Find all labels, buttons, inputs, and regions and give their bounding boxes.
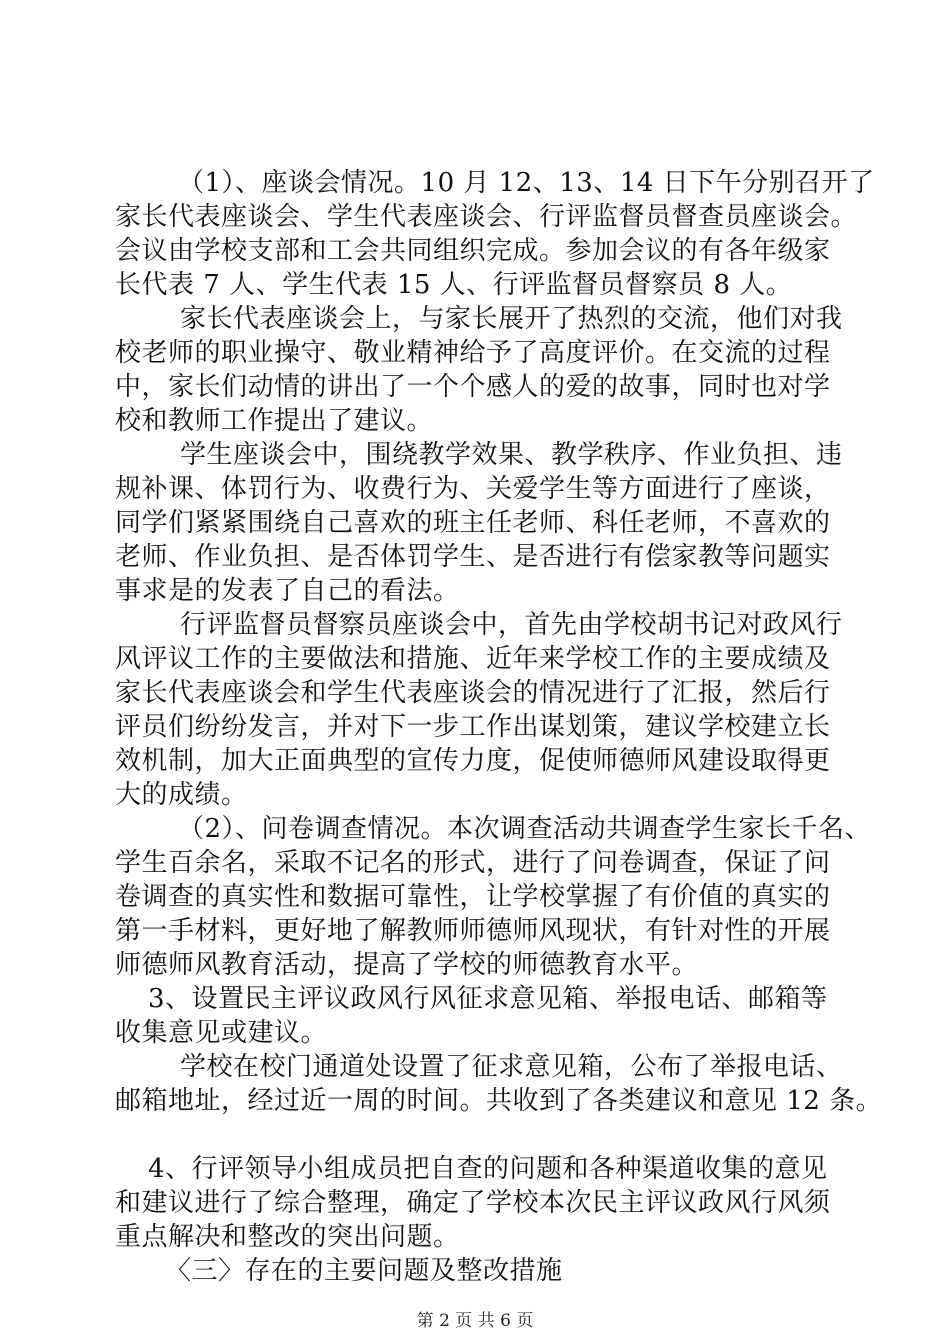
text-line: 第一手材料，更好地了解教师师德师风现状，有针对性的开展 bbox=[115, 916, 831, 946]
text-line: 效机制，加大正面典型的宣传力度，促使师德师风建设取得更 bbox=[115, 746, 831, 776]
text-line: 收集意见或建议。 bbox=[115, 1018, 328, 1048]
page-number-footer: 第 2 页 共 6 页 bbox=[416, 1311, 534, 1331]
text-line: 同学们紧紧围绕自己喜欢的班主任老师、科任老师，不喜欢的 bbox=[115, 508, 831, 538]
text-line: 学生座谈会中，围绕教学效果、教学秩序、作业负担、违 bbox=[180, 440, 843, 470]
text-line: 事求是的发表了自己的看法。 bbox=[115, 576, 460, 606]
text-line: 卷调查的真实性和数据可靠性，让学校掌握了有价值的真实的 bbox=[115, 882, 831, 912]
text-line: 4、行评领导小组成员把自查的问题和各种渠道收集的意见 bbox=[148, 1154, 828, 1184]
text-line: 家长代表座谈会、学生代表座谈会、行评监督员督查员座谈会。 bbox=[115, 202, 858, 232]
text-line: 风评议工作的主要做法和措施、近年来学校工作的主要成绩及 bbox=[115, 644, 831, 674]
text-line: 评员们纷纷发言，并对下一步工作出谋划策，建议学校建立长 bbox=[115, 712, 831, 742]
text-line: 大的成绩。 bbox=[115, 780, 248, 810]
text-line: 长代表 7 人、学生代表 15 人、行评监督员督察员 8 人。 bbox=[115, 270, 793, 300]
text-line: 学生百余名，采取不记名的形式，进行了问卷调查，保证了问 bbox=[115, 848, 831, 878]
section-heading: 〈三〉存在的主要问题及整改措施 bbox=[165, 1256, 563, 1286]
text-line: 会议由学校支部和工会共同组织完成。参加会议的有各年级家 bbox=[115, 236, 831, 266]
text-line: 规补课、体罚行为、收费行为、关爱学生等方面进行了座谈， bbox=[115, 474, 831, 504]
text-line: 家长代表座谈会和学生代表座谈会的情况进行了汇报，然后行 bbox=[115, 678, 831, 708]
text-line: 重点解决和整改的突出问题。 bbox=[115, 1222, 460, 1252]
text-line: （2）、问卷调查情况。本次调查活动共调查学生家长千名、 bbox=[178, 814, 872, 844]
text-line: 行评监督员督察员座谈会中，首先由学校胡书记对政风行 bbox=[180, 610, 843, 640]
text-line: 老师、作业负担、是否体罚学生、是否进行有偿家教等问题实 bbox=[115, 542, 831, 572]
text-line: （1）、座谈会情况。10 月 12、13、14 日下午分别召开了 bbox=[178, 168, 875, 198]
text-line: 校老师的职业操守、敬业精神给予了高度评价。在交流的过程 bbox=[115, 338, 831, 368]
text-line: 中，家长们动情的讲出了一个个感人的爱的故事，同时也对学 bbox=[115, 372, 831, 402]
text-line: 学校在校门通道处设置了征求意见箱，公布了举报电话、 bbox=[180, 1052, 843, 1082]
text-line: 师德师风教育活动，提高了学校的师德教育水平。 bbox=[115, 950, 699, 980]
text-line: 家长代表座谈会上，与家长展开了热烈的交流，他们对我 bbox=[180, 304, 843, 334]
text-line: 和建议进行了综合整理，确定了学校本次民主评议政风行风须 bbox=[115, 1188, 831, 1218]
text-line: 校和教师工作提出了建议。 bbox=[115, 406, 434, 436]
text-line: 3、设置民主评议政风行风征求意见箱、举报电话、邮箱等 bbox=[148, 984, 828, 1014]
text-line: 邮箱地址，经过近一周的时间。共收到了各类建议和意见 12 条。 bbox=[115, 1086, 883, 1116]
